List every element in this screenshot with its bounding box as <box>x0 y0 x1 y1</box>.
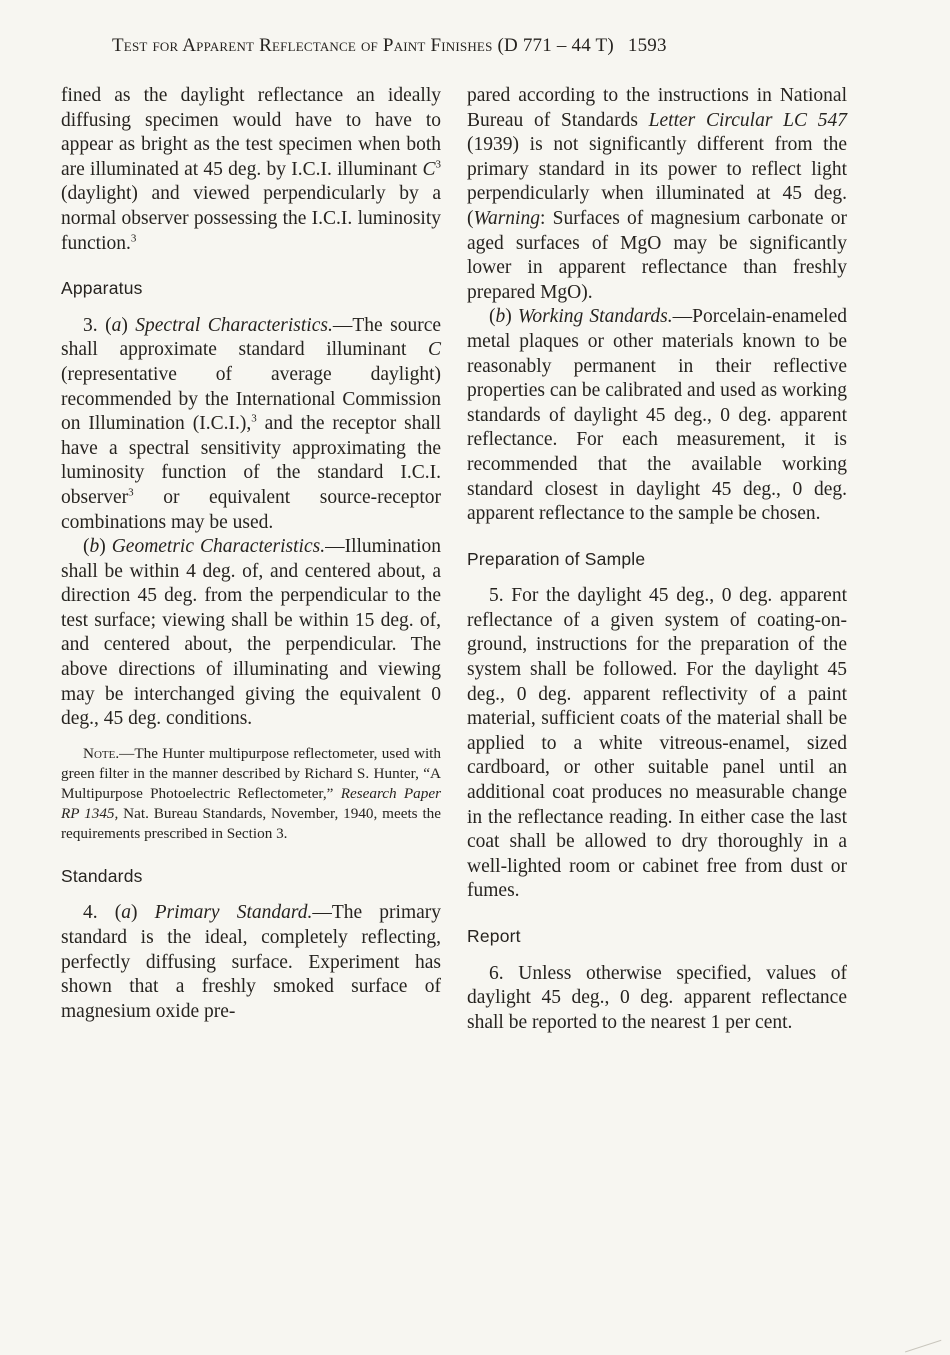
paragraph-4a <box>61 901 441 1024</box>
text-run: Letter Circular LC 547 <box>648 109 847 131</box>
text-run: —Illumination shall be within 4 deg. of, and centered about, a direction 45 deg. from the perpendicular to the test surface; viewing shall be within 15 deg. of, and centered about, the perpendicular. The above directions of illuminating and viewing may be interchanged giving the equivalent 0 deg., 45 deg. conditions. <box>61 536 441 730</box>
text-run: (representative of average daylight) recommended by the International Commission on Illumination (I.C.I.), <box>61 363 441 435</box>
page-number: 1593 <box>627 35 667 56</box>
paragraph-3a <box>61 314 441 535</box>
text-run: a <box>111 314 122 336</box>
text-run: Nat. Bureau Standards, November, 1940, meets the requirements prescribed in Section 3. <box>61 804 442 842</box>
text-run: ) <box>130 902 155 924</box>
text-run: Research Paper RP 1345, <box>61 784 442 822</box>
subsection-title: Primary Standard. <box>154 902 313 924</box>
subsection-title: Spectral Characteristics. <box>135 314 333 336</box>
footnote-ref: 3 <box>128 486 134 499</box>
text-run: a <box>121 902 131 924</box>
header-title: Test for Apparent Reflectance of Paint Finishes (D 771 – 44 T) <box>112 35 614 56</box>
paragraph-definition-continued <box>61 84 441 256</box>
text-run: .—The Hunter multipurpose reflectometer, used with green filter in the manner described by Richard S. Hunter, “A Multipurpose Photoelectric Reflectometer,” <box>61 744 441 802</box>
footnote-ref: 3 <box>435 158 441 171</box>
text-run: —The primary standard is the ideal, completely reflecting, perfectly diffusing surface. Experiment has shown that a freshly smoked surface of magnesium oxide pre- <box>61 902 442 1022</box>
text-run: or equivalent source-receptor combinations may be used. <box>61 486 441 533</box>
text-run: ) <box>99 536 112 558</box>
note-label: Note <box>83 744 116 762</box>
text-run: pared according to the instructions in National Bureau of Standards <box>467 85 847 131</box>
text-run: —The source shall approximate standard illuminant <box>61 314 442 361</box>
running-header <box>112 35 852 57</box>
text-run: 4. ( <box>83 902 122 924</box>
text-run: fined as the daylight reflectance an ideally diffusing specimen would have to have to appear as bright as the test specimen when both are illuminated at 45 deg. by I.C.I. illuminant <box>61 85 441 180</box>
text-run: ( <box>489 306 496 328</box>
paragraph-4b <box>467 305 847 526</box>
text-run: ) <box>505 306 518 328</box>
text-run: ) <box>121 314 136 336</box>
footnote-ref: 3 <box>251 412 257 425</box>
paragraph-3b <box>61 535 441 732</box>
section-heading-report: Report <box>467 926 521 946</box>
text-run: (daylight) and viewed perpendicularly by a normal observer possessing the I.C.I. luminosity function. <box>61 183 441 254</box>
text-run: (1939) is not significantly different from the primary standard in its power to reflect light perpendicularly when illuminated at 45 deg. ( <box>467 134 847 229</box>
text-run: b <box>89 536 100 558</box>
left-column <box>61 84 441 1024</box>
warning-label: Warning <box>473 207 540 229</box>
note-paragraph <box>61 744 441 844</box>
text-run: C <box>427 339 441 361</box>
page-corner-mark <box>901 1326 942 1352</box>
section-heading-apparatus: Apparatus <box>61 278 143 299</box>
text-run: C <box>422 158 436 180</box>
section-heading-preparation: Preparation of Sample <box>467 548 646 569</box>
footnote-ref: 3 <box>130 232 137 245</box>
text-run: 3. ( <box>83 314 112 336</box>
text-run: b <box>495 306 506 328</box>
text-run: : Surfaces of magnesium carbonate or aged surfaces of MgO may be significantly lower in apparent reflectance than freshly prepared MgO). <box>467 207 847 303</box>
subsection-title: Geometric Characteristics. <box>111 536 326 558</box>
section-heading-standards: Standards <box>61 865 143 886</box>
text-run: ( <box>83 536 90 558</box>
paragraph-4a-continued <box>467 84 847 305</box>
text-run: and the receptor shall have a spectral sensitivity approximating the luminosity function of the standard I.C.I. observer <box>61 413 441 508</box>
subsection-title: Working Standards. <box>517 306 673 328</box>
text-run: —Porcelain-enameled metal plaques or other materials known to be reasonably permanent in their reflective properties can be calibrated and used as working standards of daylight 45 deg., 0 deg. apparent reflectance. For each measurement, it is recommended that the available working standard closest in daylight 45 deg., 0 deg. apparent reflectance to the sample be chosen. <box>467 306 847 525</box>
right-column <box>467 84 847 1035</box>
paragraph-6: 6. Unless otherwise specified, values of daylight 45 deg., 0 deg. apparent reflectance shall be reported to the nearest 1 per cent. <box>467 962 847 1033</box>
paragraph-5: 5. For the daylight 45 deg., 0 deg. apparent reflectance of a given system of coating-on-ground, instructions for the preparation of the system shall be followed. For the daylight 45 deg., 0 deg. apparent reflectivity of a paint material, sufficient coats of the material shall be applied to a white vitreous-enamel, sized cardboard, or other suitable panel until an additional coat produces no measurable change in the reflectance reading. In either case the last coat shall be allowed to dry thoroughly in a well-lighted room or cabinet free from dust or fumes. <box>467 585 847 902</box>
